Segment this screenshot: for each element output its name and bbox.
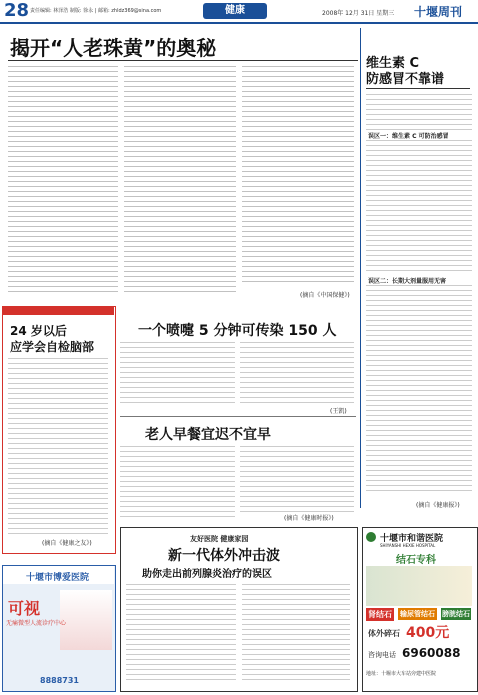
ad-hexie-photo xyxy=(366,566,472,606)
left-headline-line2: 应学会自检脑部 xyxy=(10,340,95,354)
newspaper-name: 十堰周刊 xyxy=(414,5,463,19)
left-headline-line1: 24 岁以后 xyxy=(10,324,67,338)
lead-body-col-2 xyxy=(124,66,236,296)
section-rule xyxy=(120,416,356,417)
ad-hexie-price: 400元 xyxy=(406,625,450,641)
ad-hexie-address: 地址：十堰市大车站旁建中医院 xyxy=(366,671,437,677)
issue-date: 2008年 12月 31日 星期三 xyxy=(322,10,395,17)
cough-body-col-2 xyxy=(240,342,354,404)
section-tag: 健康 xyxy=(203,3,267,19)
side-subhead-1: 误区一：维生素 C 可防治感冒 xyxy=(368,133,449,140)
ad-hexie-specialty: 结石专科 xyxy=(396,555,436,566)
ad-hexie-phone-label: 咨询电话 xyxy=(368,651,396,659)
ad-hexie-name: 十堰市和谐医院 xyxy=(380,534,444,544)
lead-headline: 揭开“人老珠黄”的奥秘 xyxy=(10,36,217,60)
ad-hexie-name-en: SHIYANSHI HEXIE HOSPITAL xyxy=(380,543,436,548)
cough-byline: (王凯) xyxy=(330,408,347,415)
lead-headline-rule xyxy=(8,60,358,61)
ad-hexie-tag-bladder: 膀胱结石 xyxy=(442,610,470,618)
left-body xyxy=(8,358,108,534)
side-body-3 xyxy=(366,285,472,495)
ad-hexie-phone: 6960088 xyxy=(402,646,461,660)
cough-headline: 一个喷嚏 5 分钟可传染 150 人 xyxy=(138,323,337,339)
cough-body-col-1 xyxy=(120,342,235,404)
left-byline: (摘自《健康之友》) xyxy=(42,540,92,547)
lead-body-col-1 xyxy=(8,66,118,296)
ad-hexie-price-label: 体外碎石 xyxy=(368,629,400,638)
side-subhead-2: 误区二：长期大剂量服用无害 xyxy=(368,278,447,285)
editor-info: 责任编辑: 林泽浩 制版: 徐永 | 邮箱: zhldz369@sina.com xyxy=(30,8,162,14)
side-body-2 xyxy=(366,140,472,275)
ad-hexie-logo-icon xyxy=(366,532,376,542)
left-article-label-bar xyxy=(3,307,114,315)
ad-hexie-tag-kidney: 肾结石 xyxy=(368,610,392,619)
ad-shockwave-body-1 xyxy=(126,584,236,684)
ad-boai-photo xyxy=(60,590,112,650)
side-headline-line2: 防感冒不靠谱 xyxy=(366,72,445,87)
ad-shockwave-subline: 助你走出前列腺炎治疗的误区 xyxy=(142,569,272,580)
side-headline-line1: 维生素 C xyxy=(366,56,420,71)
ad-boai-subline: 无痛微型人流诊疗中心 xyxy=(6,620,67,627)
lead-byline: (摘自《中国保健》) xyxy=(300,292,350,299)
cold-headline: 老人早餐宜迟不宜早 xyxy=(145,427,271,443)
ad-shockwave-column: 友好医院 健康家园 xyxy=(190,535,249,543)
ad-boai-phone: 8888731 xyxy=(40,676,79,685)
cold-body-col-2 xyxy=(240,446,354,512)
ad-hexie-tag-ureter: 输尿管结石 xyxy=(400,610,435,618)
side-byline: (摘自《健康报》) xyxy=(416,502,460,509)
side-headline-rule xyxy=(366,88,470,89)
page-number: 28 xyxy=(4,0,30,21)
ad-shockwave-body-2 xyxy=(242,584,350,684)
side-body-1 xyxy=(366,94,472,130)
column-divider xyxy=(360,28,361,508)
ad-boai-name: 十堰市博爱医院 xyxy=(26,573,90,583)
ad-shockwave-headline: 新一代体外冲击波 xyxy=(168,548,280,564)
cold-byline: (摘自《健康时报》) xyxy=(284,515,334,522)
cold-body-col-1 xyxy=(120,446,235,518)
lead-body-col-3 xyxy=(242,66,354,286)
ad-boai-headline: 可视 xyxy=(8,599,41,618)
